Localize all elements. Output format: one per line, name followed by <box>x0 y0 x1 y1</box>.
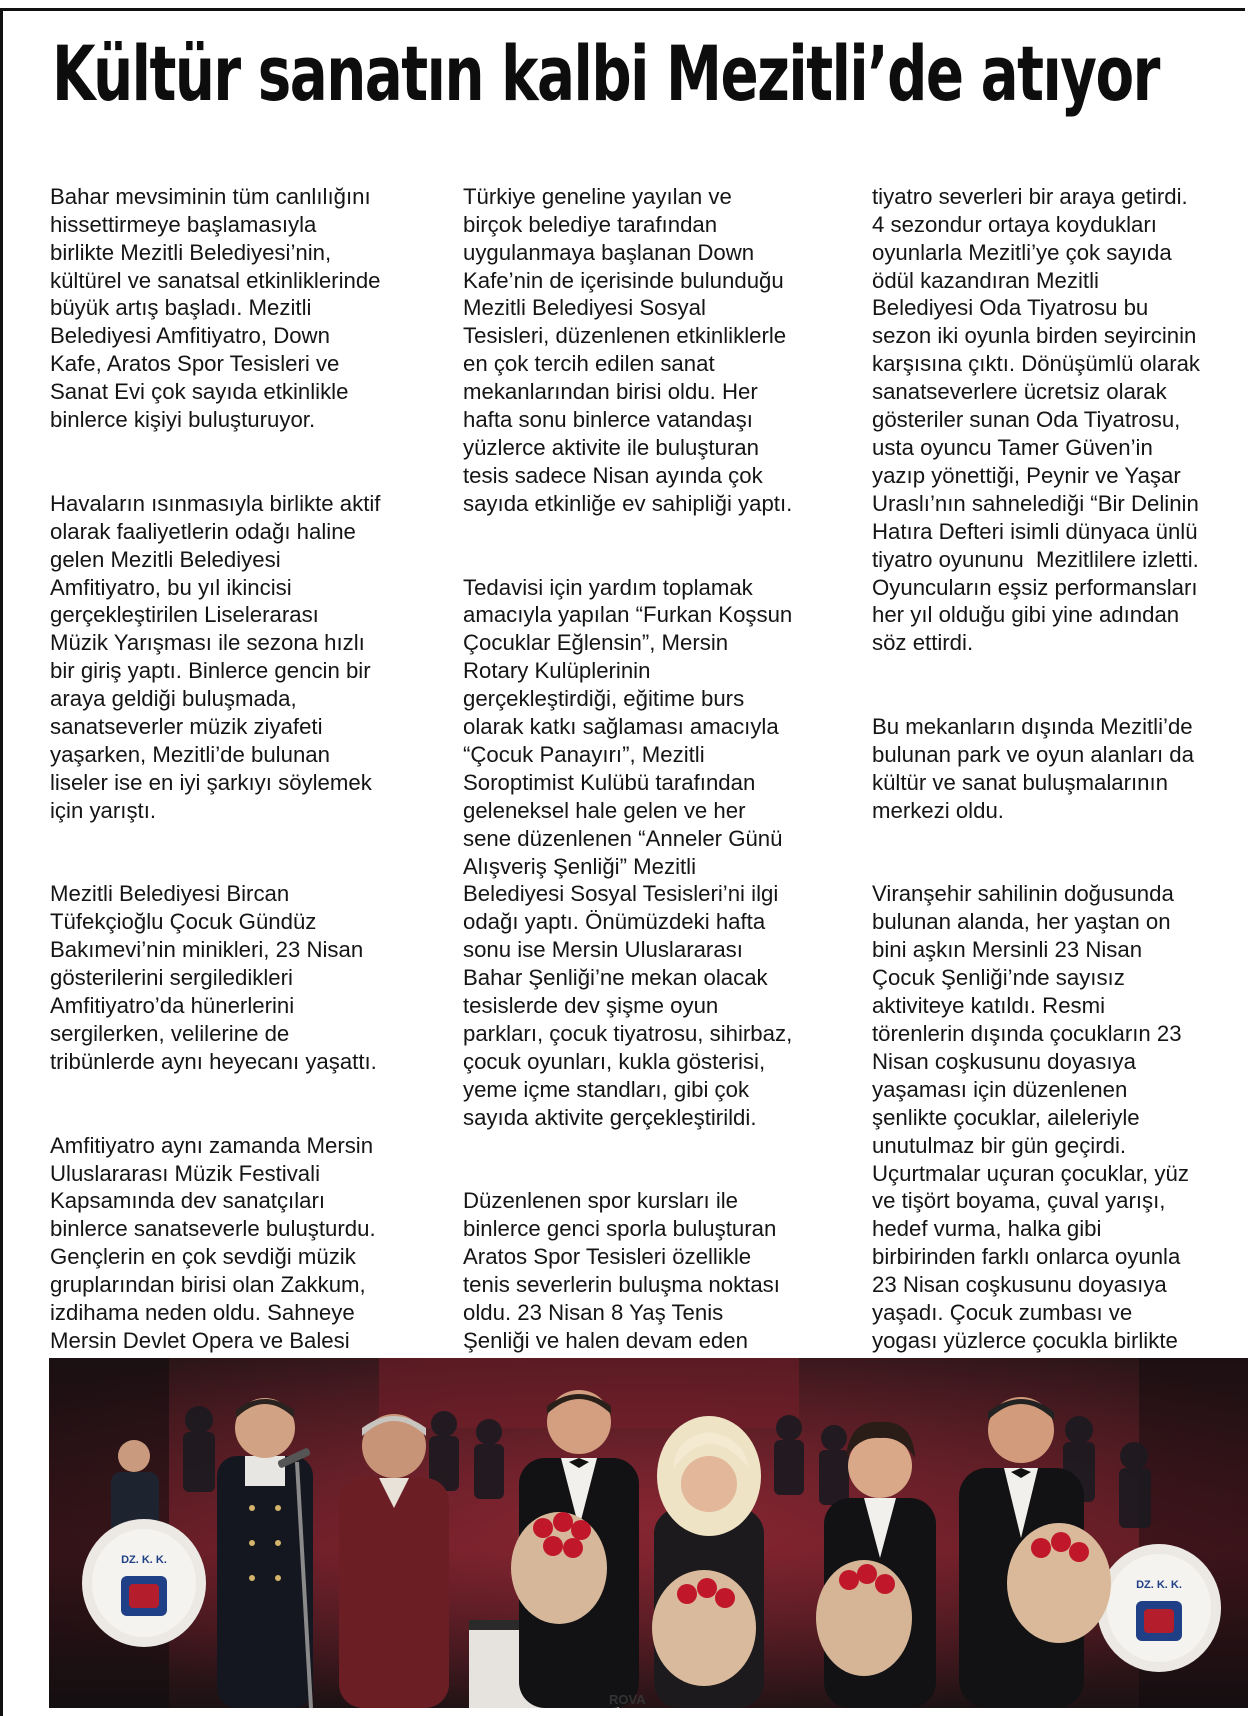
paragraph: Havaların ısınmasıyla birlikte aktif olarak faaliyetlerin odağı haline gelen Mezitli Belediyesi Amfitiyatro, bu yıl ikincisi gerçekleştirilen Liselerarası Müzik Yarışması ile sezona hızlı bir giriş yaptı. Binlerce gencin bir araya geldiği buluşmada, sanatseverler müzik ziyafeti yaşarken, Mezitli’de bulunan liseler ise en iyi şarkıyı söylemek için yarıştı. <box>50 490 381 823</box>
paragraph: Mezitli Belediyesi Bircan Tüfekçioğlu Çocuk Gündüz Bakımevi’nin minikleri, 23 Nisan gösterilerini sergiledikleri Amfitiyatro’da hünerlerini sergilerken, velilerine de tribünlerde aynı heyecanı yaşattı. <box>50 881 377 1074</box>
paragraph: Viranşehir sahilinin doğusunda bulunan alanda, her yaştan on bini aşkın Mersinli 23 Nisan Çocuk Şenliği’nde sayısız aktiviteye katıldı. Resmi törenlerin dışında çocukların 23 Nisan coşkusunu doyasıya yaşaması için düzenlenen şenlikte çocuklar, aileleriyle unutulmaz bir gün geçirdi. Uçurtmalar uçuran çocuklar, yüz ve tişört boyama, çuval yarışı, hedef vurma, halka gibi birbirinden farklı onlarca oyunla 23 Nisan coşkusunu doyasıya yaşadı. Çocuk zumbası ve yogası yüzlerce çocukla birlikte <box>872 881 1189 1353</box>
paragraph: tiyatro severleri bir araya getirdi. 4 sezondur ortaya koydukları oyunlarla Mezitli’ye çok sayıda ödül kazandıran Mezitli Belediyesi Oda Tiyatrosu bu sezon iki oyunla birden seyircinin karşısına çıktı. Dönüşümlü olarak sanatseverlere ücretsiz olarak gösteriler sunan Oda Tiyatrosu, usta oyuncu Tamer Güven’in yazıp yönettiği, Peynir ve Yaşar Uraslı’nın sahnelediği “Bir Delinin Hatıra Defteri isimli dünyaca ünlü tiyatro oyununu Mezitlilere izletti. Oyuncuların eşsiz performansları her yıl olduğu gibi yine adından söz ettirdi. <box>872 183 1201 656</box>
drum-label-left: DZ. K. K. <box>121 1554 167 1566</box>
article-photo <box>49 1358 1248 1708</box>
paragraph: Bu mekanların dışında Mezitli’de bulunan park ve oyun alanları da kültür ve sanat buluşmalarının merkezi oldu. <box>872 714 1194 823</box>
bass-drum-right <box>1097 1544 1221 1672</box>
paragraph: Bahar mevsiminin tüm canlılığını hissettirmeye başlamasıyla birlikte Mezitli Belediyesi’nin, kültürel ve sanatsal etkinliklerinde büyük artış başladı. Mezitli Belediyesi Amfitiyatro, Down Kafe, Aratos Spor Tesisleri ve Sanat Evi çok sayıda etkinlikle binlerce kişiyi buluşturuyor. <box>50 183 381 433</box>
paragraph: Amfitiyatro aynı zamanda Mersin Uluslararası Müzik Festivali Kapsamında dev sanatçıları binlerce sanatseverle buluşturdu. Gençlerin en çok sevdiği müzik gruplarından birisi olan Zakkum, izdihama neden oldu. Sahneye Mersin Devlet Opera ve Balesi <box>50 1132 376 1353</box>
stand-label: ROVA <box>609 1692 646 1707</box>
bouquet-3 <box>816 1560 912 1676</box>
concert-stage-photo <box>49 1358 1248 1708</box>
bouquet-4 <box>1007 1523 1111 1643</box>
drum-label-right: DZ. K. K. <box>1136 1579 1182 1591</box>
bouquet-1 <box>511 1512 607 1624</box>
bouquet-2 <box>652 1570 756 1686</box>
paragraph: Düzenlenen spor kursları ile binlerce genci sporla buluşturan Aratos Spor Tesisleri özellikle tenis severlerin buluşma noktası oldu. 23 Nisan 8 Yaş Tenis Şenliği ve halen devam eden <box>463 1188 780 1353</box>
headline: Kültür sanatın kalbi Mezitli’de atıyor <box>52 29 1159 118</box>
paragraph: Türkiye geneline yayılan ve birçok belediye tarafından uygulanmaya başlanan Down Kafe’nin de içerisinde bulunduğu Mezitli Belediyesi Sosyal Tesisleri, düzenlenen etkinliklerle en çok tercih edilen sanat mekanlarından birisi oldu. Her hafta sonu binlerce vatandaşı yüzlerce aktivite ile buluşturan tesis sadece Nisan ayında çok sayıda etkinliğe ev sahipliği yaptı. <box>463 183 793 516</box>
page-border-left <box>0 8 3 1716</box>
page-border-top <box>0 8 1245 11</box>
bass-drum-left <box>82 1519 206 1647</box>
article-column-3 <box>872 127 1244 1522</box>
paragraph: Tedavisi için yardım toplamak amacıyla yapılan “Furkan Koşsun Çocuklar Eğlensin”, Mersin Rotary Kulüplerinin gerçekleştirdiği, eğitime burs olarak katkı sağlaması amacıyla “Çocuk Panayırı”, Mezitli Soroptimist Kulübü tarafından geleneksel hale gelen ve her sene düzenlenen “Anneler Günü Alışveriş Şenliği” Mezitli Belediyesi Sosyal Tesisleri’ni ilgi odağı yaptı. Önümüzdeki hafta sonu ise Mersin Uluslararası Bahar Şenliği’ne mekan olacak tesislerde dev şişme oyun parkları, çocuk tiyatrosu, sihirbaz, çocuk oyunları, kukla gösterisi, yeme içme standları, gibi çok sayıda aktivite gerçekleştirildi. <box>463 574 793 1130</box>
